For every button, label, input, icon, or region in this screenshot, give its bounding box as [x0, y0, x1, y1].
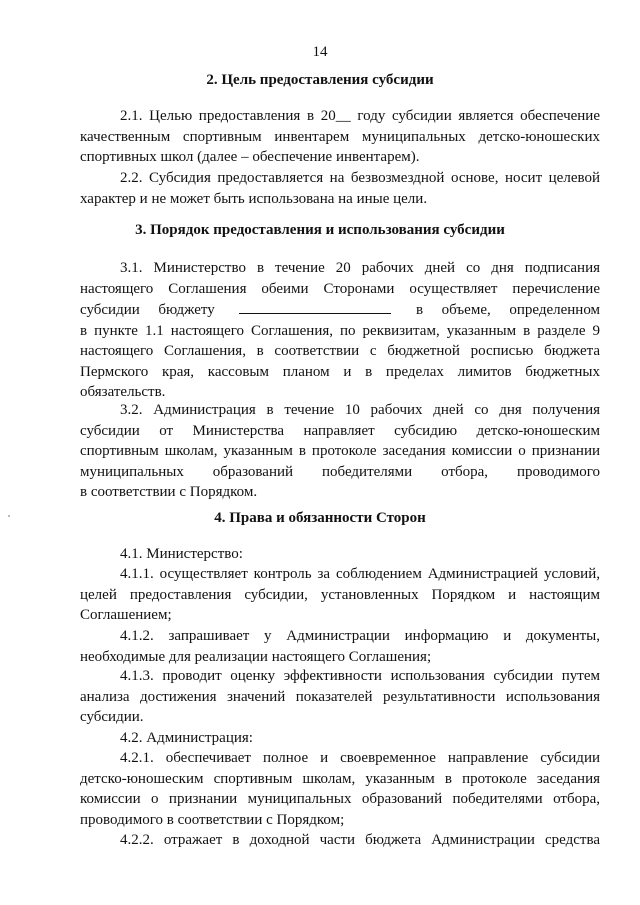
- text-line: настоящего Соглашения, в соответствии с бюджетной росписью бюджета: [80, 343, 600, 359]
- text-line: 4.2.1. обеспечивает полное и своевременное направление субсидии: [120, 750, 600, 766]
- text-line: субсидии от Министерства направляет субсидию детско-юношеским: [80, 422, 600, 439]
- text-line: комиссии о признании муниципальных образований победителями отбора,: [80, 791, 600, 807]
- text-line: 4.1. Министерство:: [120, 546, 243, 562]
- text-line: 4.1.2. запрашивает у Администрации информацию и документы,: [120, 628, 600, 644]
- paragraph-4-1-3: [80, 666, 600, 728]
- section-4-title: 4. Права и обязанности Сторон: [214, 510, 426, 526]
- paragraph-4-1-2: [80, 626, 600, 667]
- blank-field: [239, 299, 391, 314]
- text-line: характер и не может быть использована на иные цели.: [80, 190, 428, 207]
- text-line: целей предоставления субсидии, установленных Порядком и настоящим: [80, 586, 600, 603]
- text-line: анализа достижения значений показателей результативности использования: [80, 688, 600, 705]
- text-line: Соглашением;: [80, 607, 172, 623]
- text-line: муниципальных образований победителями отбора, проводимого: [80, 463, 600, 480]
- text-line: 2.2. Субсидия предоставляется на безвозмездной основе, носит целевой: [120, 170, 600, 186]
- text-line: необходимые для реализации настоящего Соглашения;: [80, 648, 432, 665]
- page-number: 14: [312, 44, 328, 60]
- text-line: спортивных школ (далее – обеспечение инвентарем).: [80, 149, 420, 165]
- text-line: настоящего Соглашения обеими Сторонами осуществляет перечисление: [80, 280, 600, 297]
- text-line: 4.1.1. осуществляет контроль за соблюдением Администрацией условий,: [120, 566, 600, 582]
- paragraph-4-2-2: [80, 830, 600, 851]
- text-line: обязательств.: [80, 384, 166, 400]
- text-fragment: субсидии бюджету: [80, 302, 215, 318]
- paragraph-2-2: [80, 168, 600, 209]
- text-line: детско-юношеским спортивным школам, указанным в протоколе заседания: [80, 770, 600, 787]
- text-line: 3.1. Министерство в течение 20 рабочих дней со дня подписания: [120, 260, 600, 276]
- text-line: [80, 299, 600, 321]
- text-line: 4.2.2. отражает в доходной части бюджета Администрации средства: [120, 832, 600, 848]
- text-fragment: в объеме, определенном: [415, 302, 601, 318]
- paragraph-3-2: [80, 400, 600, 503]
- text-line: в соответствии с Порядком.: [80, 484, 258, 500]
- text-line: Пермского края, кассовым планом и в пределах лимитов бюджетных: [80, 363, 600, 380]
- paragraph-4-2-1: [80, 748, 600, 830]
- text-line: спортивным школам, указанным в протоколе заседания комиссии о признании: [80, 443, 600, 459]
- text-line: 2.1. Целью предоставления в 20__ году субсидии является обеспечение: [120, 108, 600, 124]
- text-line: качественным спортивным инвентарем муниципальных детско-юношеских: [80, 128, 600, 145]
- section-2-title: 2. Цель предоставления субсидии: [206, 72, 434, 88]
- text-line: проводимого в соответствии с Порядком;: [80, 811, 345, 828]
- paragraph-2-1: [80, 106, 600, 168]
- paragraph-3-1: [80, 258, 600, 403]
- text-line: в пункте 1.1 настоящего Соглашения, по реквизитам, указанным в разделе 9: [80, 322, 600, 339]
- text-line: 4.2. Администрация:: [120, 730, 253, 746]
- section-3-title: 3. Порядок предоставления и использования субсидии: [135, 222, 505, 238]
- text-line: 4.1.3. проводит оценку эффективности использования субсидии путем: [120, 668, 600, 684]
- paragraph-4-2: [80, 728, 600, 749]
- paragraph-4-1: [80, 544, 600, 565]
- text-line: 3.2. Администрация в течение 10 рабочих дней со дня получения: [120, 402, 600, 418]
- text-line: субсидии.: [80, 709, 144, 725]
- paragraph-4-1-1: [80, 564, 600, 626]
